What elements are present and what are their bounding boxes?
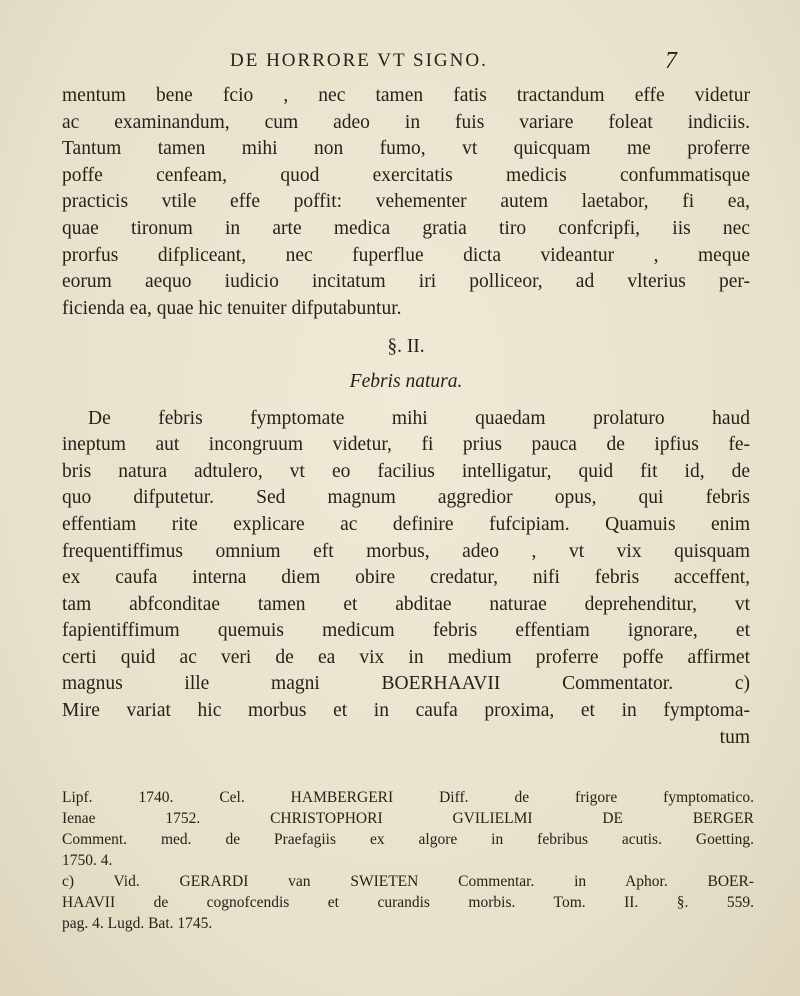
text-line: fapientiffimum quemuis medicum febris effentiam ignorare, et: [62, 620, 750, 642]
text-line: mentum bene fcio , nec tamen fatis tractandum effe videtur: [62, 85, 750, 106]
text-line: prorfus difpliceant, nec fuperflue dicta videantur , meque: [62, 244, 750, 266]
running-title: DE HORRORE VT SIGNO.: [230, 50, 488, 71]
footnote-line: 1750. 4.: [62, 852, 113, 869]
section-mark: §. II.: [387, 336, 425, 358]
page-header: [0, 50, 800, 80]
text-line: quo difputetur. Sed magnum aggredior opus, qui febris: [62, 487, 750, 509]
footnote-line: pag. 4. Lugd. Bat. 1745.: [62, 915, 213, 932]
text-line: quae tironum in arte medica gratia tiro confcripfi, iis nec: [62, 217, 750, 239]
text-line: magnus ille magni BOERHAAVII Commentator. c): [62, 673, 750, 695]
main-text: [62, 83, 750, 751]
text-line: Tantum tamen mihi non fumo, vt quicquam me proferre: [62, 138, 750, 160]
text-line: eorum aequo iudicio incitatum iri polliceor, ad vlterius per-: [62, 271, 750, 293]
footnote-line: c) Vid. GERARDI van SWIETEN Commentar. in Aphor. BOER-: [62, 873, 754, 890]
text-line: ex caufa interna diem obire credatur, nifi febris acceffent,: [62, 567, 750, 589]
footnote-line: Lipf. 1740. Cel. HAMBERGERI Diff. de frigore fymptomatico.: [62, 789, 754, 806]
text-line: poffe cenfeam, quod exercitatis medicis confummatisque: [62, 164, 750, 186]
footnotes: [62, 787, 754, 934]
catchword: tum: [719, 726, 750, 748]
text-line: ac examinandum, cum adeo in fuis variare foleat indiciis.: [62, 111, 750, 133]
footnote-line: Ienae 1752. CHRISTOPHORI GVILIELMI DE BERGER: [62, 810, 754, 827]
text-line: bris natura adtulero, vt eo facilius intelligatur, quid fit id, de: [62, 460, 750, 482]
text-line: effentiam rite explicare ac definire fufcipiam. Quamuis enim: [62, 513, 750, 535]
text-line: ineptum aut incongruum videtur, fi prius pauca de ipfius fe-: [62, 434, 750, 456]
text-line: Mire variat hic morbus et in caufa proxima, et in fymptoma-: [62, 700, 750, 722]
footnote-line: Comment. med. de Praefagiis ex algore in febribus acutis. Goetting.: [62, 831, 754, 848]
text-line: practicis vtile effe poffit: vehementer autem laetabor, fi ea,: [62, 191, 750, 213]
text-line: certi quid ac veri de ea vix in medium proferre poffe affirmet: [62, 646, 750, 668]
page-number: 7: [665, 48, 677, 74]
text-line: De febris fymptomate mihi quaedam prolaturo haud: [88, 407, 750, 429]
text-line: ficienda ea, quae hic tenuiter difputabuntur.: [62, 297, 402, 319]
text-line: frequentiffimus omnium eft morbus, adeo , vt vix quisquam: [62, 540, 750, 562]
text-line: tam abfconditae tamen et abditae naturae deprehenditur, vt: [62, 593, 750, 615]
footnote-line: HAAVII de cognofcendis et curandis morbis. Tom. II. §. 559.: [62, 894, 754, 911]
section-title: Febris natura.: [349, 370, 463, 392]
